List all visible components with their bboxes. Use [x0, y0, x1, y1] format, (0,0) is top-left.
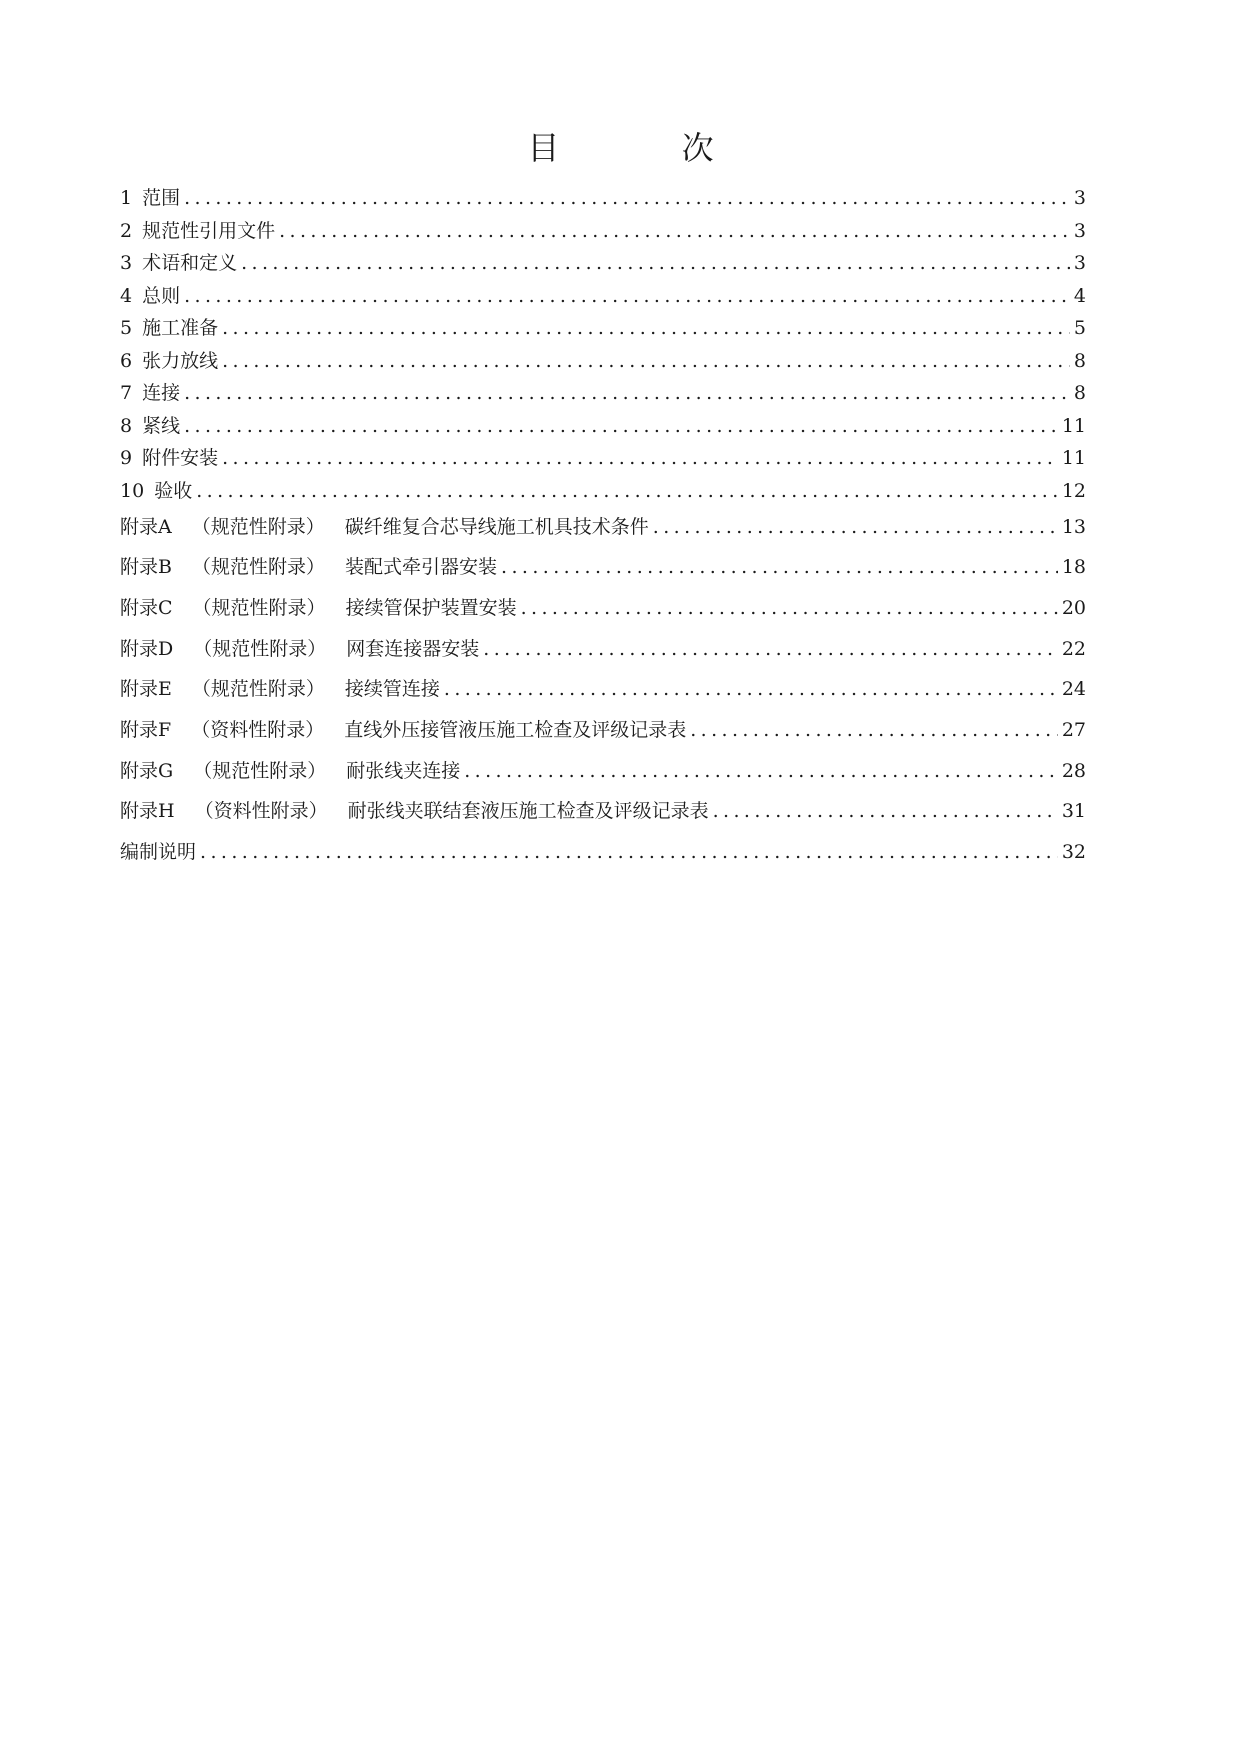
- toc-entry-title: 附件安装: [142, 447, 219, 469]
- toc-appendix-e[interactable]: [120, 677, 1086, 718]
- appendix-id: 附录E: [120, 678, 172, 701]
- toc-page-number: 3: [1073, 219, 1086, 242]
- toc-appendix-d[interactable]: [120, 637, 1086, 678]
- dot-leader: [196, 479, 1058, 503]
- dot-leader: [184, 414, 1058, 438]
- toc-entry-2[interactable]: [120, 219, 1086, 252]
- dot-leader: [279, 219, 1070, 243]
- toc-appendix-h[interactable]: [120, 799, 1086, 840]
- toc-entry-number: 10: [120, 479, 145, 502]
- toc-page-number: 24: [1061, 678, 1086, 701]
- toc-page-number: 5: [1073, 317, 1086, 339]
- toc-entry-10[interactable]: [120, 479, 1086, 515]
- toc-entry-6[interactable]: [120, 349, 1086, 382]
- dot-leader: [483, 637, 1058, 661]
- dot-leader: [184, 381, 1070, 405]
- toc-entry-title: 施工准备: [142, 317, 219, 339]
- toc-entry-title: 规范性引用文件: [142, 219, 276, 242]
- appendix-id: 附录H: [120, 800, 175, 823]
- toc-page-number: 8: [1073, 382, 1086, 404]
- toc-page-number: 3: [1073, 252, 1086, 274]
- dot-leader: [521, 596, 1058, 620]
- dot-leader: [713, 799, 1058, 823]
- toc-page-number: 27: [1061, 718, 1086, 741]
- toc-page-number: 4: [1073, 284, 1086, 307]
- appendix-title: 碳纤维复合芯导线施工机具技术条件: [344, 515, 649, 538]
- toc-entry-title: 紧线: [142, 414, 181, 437]
- dot-leader: [184, 284, 1070, 308]
- dot-leader: [690, 718, 1058, 742]
- toc-page-number: 11: [1061, 414, 1086, 437]
- toc-entry-9[interactable]: [120, 446, 1086, 479]
- toc-entry-5[interactable]: [120, 316, 1086, 349]
- toc-entry-number: 9: [120, 447, 133, 469]
- dot-leader: [464, 759, 1058, 783]
- dot-leader: [444, 677, 1058, 701]
- toc-page-number: 3: [1073, 187, 1086, 209]
- toc-entry-number: 7: [120, 382, 133, 404]
- toc-page-number: 13: [1061, 515, 1086, 538]
- appendix-type: （规范性附录）: [191, 556, 325, 579]
- appendix-title: 耐张线夹联结套液压施工检查及评级记录表: [347, 800, 709, 823]
- appendix-type: （规范性附录）: [193, 637, 327, 660]
- appendix-id: 附录F: [120, 718, 172, 741]
- toc-entry-title: 总则: [142, 284, 181, 307]
- toc-entry-3[interactable]: [120, 251, 1086, 284]
- dot-leader: [501, 555, 1058, 579]
- toc-page-number: 31: [1061, 800, 1086, 823]
- appendix-title: 网套连接器安装: [346, 637, 480, 660]
- toc-page-number: 32: [1061, 841, 1086, 863]
- appendix-id: 附录B: [120, 556, 172, 579]
- toc-entry-number: 8: [120, 414, 133, 437]
- appendix-title: 耐张线夹连接: [346, 759, 461, 782]
- toc-entry-number: 2: [120, 219, 133, 242]
- toc-entry-title: 连接: [142, 382, 181, 404]
- toc-entry-number: 5: [120, 317, 133, 339]
- toc-appendix-a[interactable]: [120, 515, 1086, 556]
- toc-appendix-b[interactable]: [120, 555, 1086, 596]
- toc-compilation-notes[interactable]: [120, 840, 1086, 881]
- toc-entry-number: 4: [120, 284, 133, 307]
- toc-appendix-c[interactable]: [120, 596, 1086, 637]
- toc-entry-number: 6: [120, 349, 133, 372]
- toc-entry-title: 张力放线: [142, 349, 219, 372]
- toc-entry-4[interactable]: [120, 284, 1086, 317]
- appendix-title: 装配式牵引器安装: [344, 556, 497, 579]
- dot-leader: [184, 186, 1070, 210]
- toc-entry-8[interactable]: [120, 414, 1086, 447]
- dot-leader: [222, 349, 1070, 373]
- toc-page-number: 8: [1073, 349, 1086, 372]
- toc-entry-title: 术语和定义: [142, 252, 238, 274]
- toc-appendix-f[interactable]: [120, 718, 1086, 759]
- toc-page-number: 12: [1061, 479, 1086, 502]
- appendix-type: （规范性附录）: [191, 515, 325, 538]
- appendix-id: 附录A: [120, 515, 172, 538]
- toc-appendix-g[interactable]: [120, 759, 1086, 800]
- toc-page-number: 28: [1061, 759, 1086, 782]
- toc-page-number: 22: [1061, 637, 1086, 660]
- table-of-contents: [120, 186, 1086, 881]
- appendix-type: （规范性附录）: [193, 759, 327, 782]
- toc-page-number: 20: [1061, 596, 1086, 619]
- appendix-type: （资料性附录）: [191, 718, 325, 741]
- appendix-title: 直线外压接管液压施工检查及评级记录表: [344, 718, 687, 741]
- toc-entry-title: 验收: [154, 479, 193, 502]
- toc-entry-7[interactable]: [120, 381, 1086, 414]
- dot-leader: [222, 316, 1070, 340]
- toc-page-number: 11: [1061, 447, 1086, 469]
- dot-leader: [241, 251, 1070, 275]
- appendix-type: （规范性附录）: [191, 678, 325, 701]
- appendix-title: 接续管保护装置安装: [345, 596, 517, 619]
- toc-entry-number: 3: [120, 252, 133, 274]
- toc-entry-number: 1: [120, 187, 133, 209]
- toc-entry-title: 范围: [142, 187, 181, 209]
- appendix-id: 附录G: [120, 759, 174, 782]
- toc-page-number: 18: [1061, 556, 1086, 579]
- appendix-id: 附录D: [120, 637, 174, 660]
- appendix-id: 附录C: [120, 596, 173, 619]
- dot-leader: [653, 515, 1058, 539]
- dot-leader: [222, 446, 1058, 470]
- toc-entry-title: 编制说明: [120, 841, 197, 863]
- appendix-title: 接续管连接: [344, 678, 440, 701]
- toc-entry-1[interactable]: [120, 186, 1086, 219]
- page-title: 目 次: [527, 129, 770, 167]
- dot-leader: [200, 840, 1058, 864]
- appendix-type: （资料性附录）: [194, 800, 328, 823]
- appendix-type: （规范性附录）: [192, 596, 326, 619]
